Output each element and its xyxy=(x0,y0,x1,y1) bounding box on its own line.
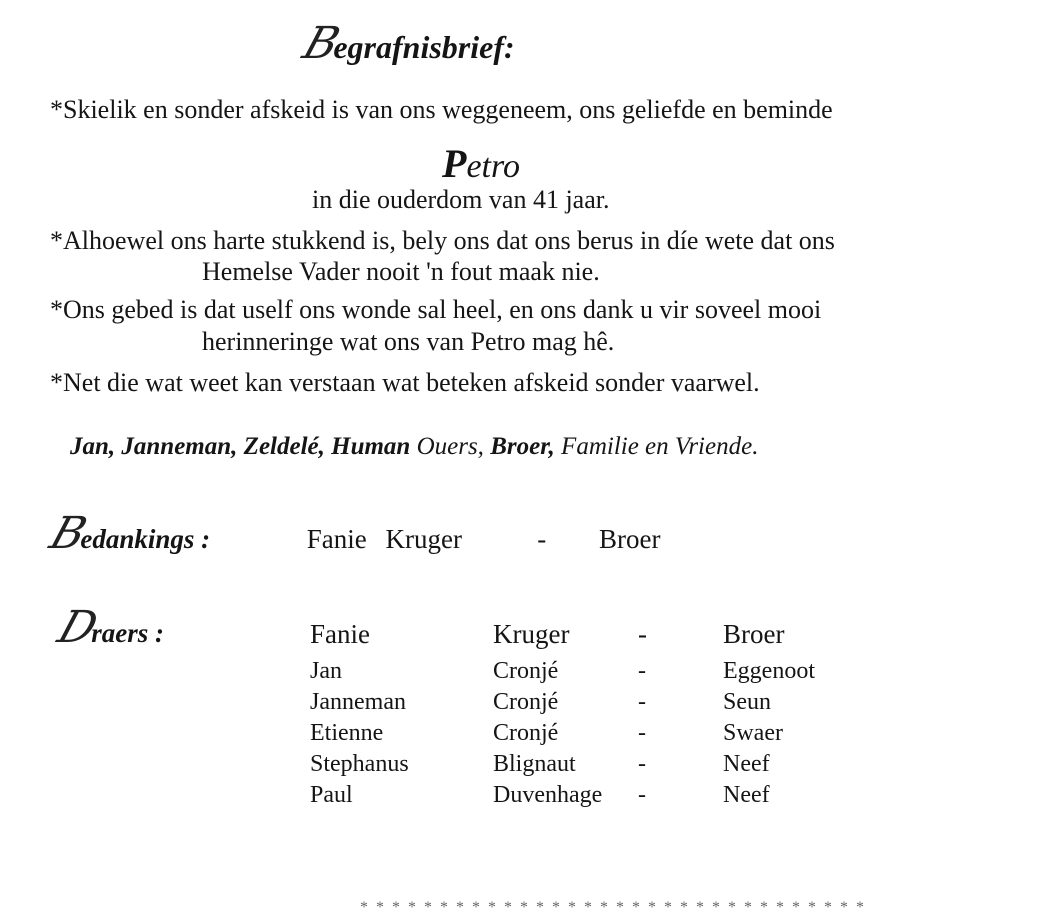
age-line: in die ouderdom van 41 jaar. xyxy=(312,185,610,214)
table-row xyxy=(310,687,883,718)
table-row xyxy=(310,612,883,656)
table-row xyxy=(310,656,883,687)
signoff-human: Human xyxy=(331,433,411,460)
praers-label-text: raers xyxy=(91,618,149,648)
thanks-label xyxy=(43,508,300,559)
paragraph-faith-line2: Hemelse Vader nooit 'n fout maak nie. xyxy=(202,257,600,286)
thanks-relation: Broer xyxy=(599,524,661,554)
signoff-janneman: Janneman, xyxy=(121,433,238,460)
thanks-dash: - xyxy=(537,524,547,554)
praer-dash: - xyxy=(638,720,646,746)
praer-surname: Blignaut xyxy=(493,751,576,777)
praer-first-name: Paul xyxy=(310,782,353,808)
praer-dash: - xyxy=(638,689,646,715)
praer-surname: Cronjé xyxy=(493,658,559,684)
praer-relation: Neef xyxy=(723,751,770,777)
signoff-vriende: Vriende. xyxy=(674,433,759,460)
paragraph-prayer-line2: herinneringe wat ons van Petro mag hê. xyxy=(202,327,615,356)
praer-relation: Neef xyxy=(723,782,770,808)
family-signoff xyxy=(70,433,758,461)
paragraph-faith-line1: *Alhoewel ons harte stukkend is, bely ons dat ons berus in díe wete dat ons xyxy=(50,226,835,255)
praers-label xyxy=(51,602,165,653)
title-initial: B xyxy=(296,18,346,69)
deceased-name xyxy=(442,140,520,187)
deceased-name-initial: P xyxy=(442,141,467,186)
praer-surname: Kruger xyxy=(493,619,570,649)
praer-dash: - xyxy=(638,751,646,777)
praer-first-name: Stephanus xyxy=(310,751,409,777)
deceased-name-rest: etro xyxy=(466,148,520,185)
table-row xyxy=(310,749,883,780)
signoff-jan: Jan, xyxy=(70,433,116,460)
signoff-broer: Broer, xyxy=(490,433,555,460)
praer-dash: - xyxy=(638,782,646,808)
paragraph-prayer-line1: *Ons gebed is dat uself ons wonde sal heel, en ons dank u vir soveel mooi xyxy=(50,295,822,324)
thanks-label-text: edankings xyxy=(80,524,195,554)
divider-stars: * * * * * * * * * * * * * * * * * * * * * * * * * * * * * * * * xyxy=(360,899,866,916)
thanks-first-name: Fanie xyxy=(306,524,367,554)
signoff-ouers: Ouers, xyxy=(416,433,484,460)
praer-relation: Seun xyxy=(723,689,771,715)
praer-surname: Cronjé xyxy=(493,720,559,746)
table-row xyxy=(310,718,883,749)
praer-first-name: Jan xyxy=(310,658,342,684)
table-row xyxy=(310,780,883,811)
thanks-label-colon: : xyxy=(201,524,211,554)
page-title xyxy=(296,18,515,69)
thanks-label-initial: B xyxy=(43,508,93,559)
title-text: egrafnisbrief: xyxy=(333,29,515,65)
praer-relation: Swaer xyxy=(723,720,783,746)
praers-table xyxy=(310,612,883,811)
thanks-surname: Kruger xyxy=(385,524,462,554)
praers-label-initial: D xyxy=(51,602,104,653)
praer-first-name: Etienne xyxy=(310,720,384,746)
praer-surname: Cronjé xyxy=(493,689,559,715)
paragraph-farewell: *Net die wat weet kan verstaan wat beteken afskeid sonder vaarwel. xyxy=(50,368,760,397)
thanks-section xyxy=(43,508,661,559)
signoff-familie: Familie en xyxy=(561,433,669,460)
praers-label-colon: : xyxy=(155,618,165,648)
paragraph-sudden-loss: *Skielik en sonder afskeid is van ons weggeneem, ons geliefde en beminde xyxy=(50,95,833,124)
praer-surname: Duvenhage xyxy=(493,782,603,808)
signoff-zeldele: Zeldelé, xyxy=(243,433,325,460)
praer-dash: - xyxy=(638,658,646,684)
praer-dash: - xyxy=(638,619,647,649)
praer-relation: Broer xyxy=(723,619,785,649)
praer-first-name: Janneman xyxy=(310,689,406,715)
praer-first-name: Fanie xyxy=(310,619,370,649)
praer-relation: Eggenoot xyxy=(723,658,815,684)
